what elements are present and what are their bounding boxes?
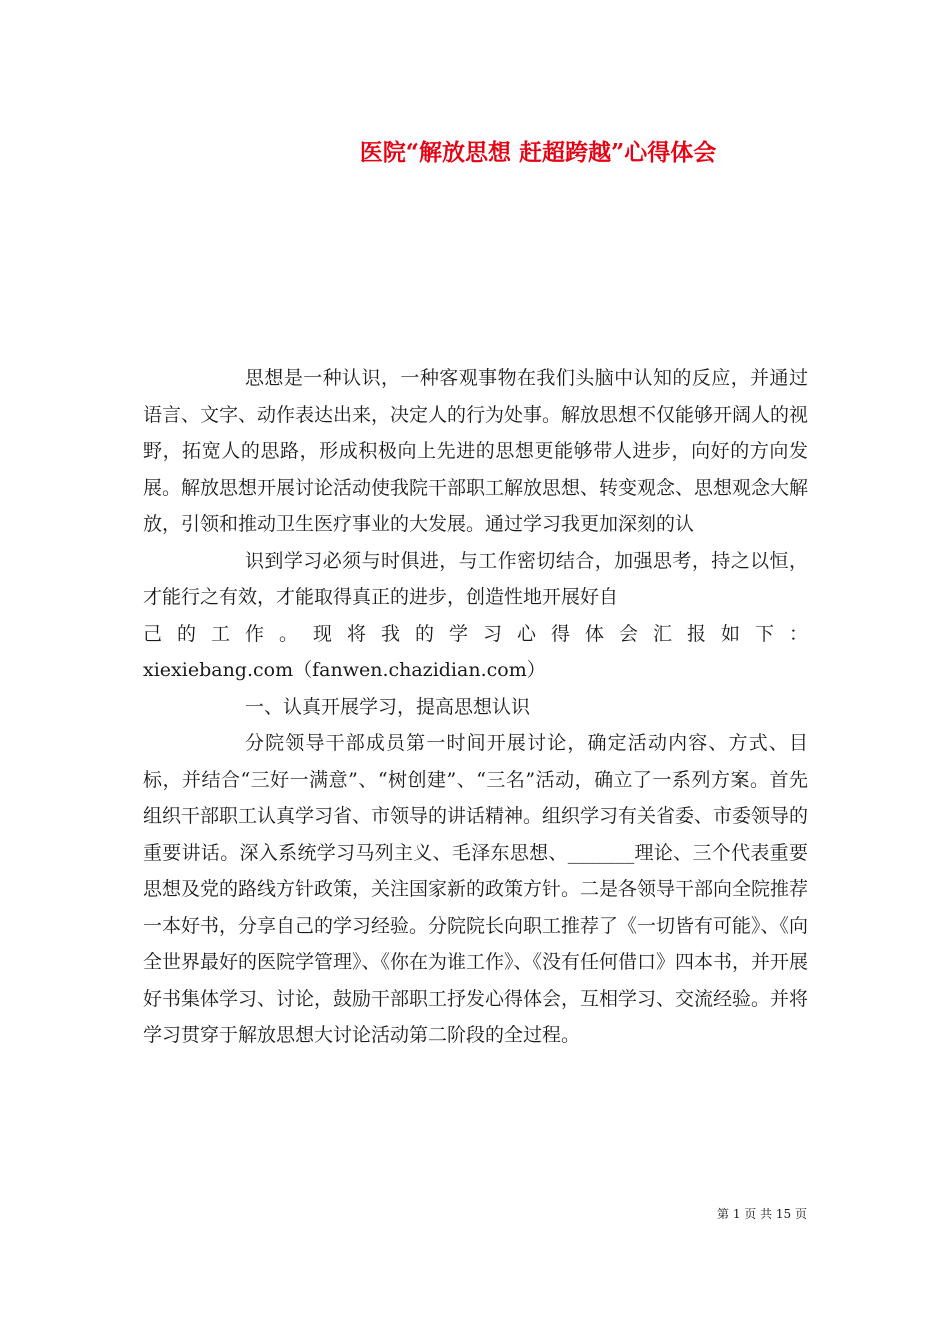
document-title: 医院“解放思想 赶超跨越”心得体会 — [359, 139, 717, 166]
page-number: 第 1 页 共 15 页 — [717, 1207, 807, 1221]
paragraph-2-url: xiexiebang.com（fanwen.chazidian.com） — [143, 659, 546, 681]
paragraph-2-line: 己的工作。现将我的学习心得体会汇报如下： — [143, 622, 808, 645]
section-heading-1: 一、认真开展学习，提高思想认识 — [245, 695, 531, 718]
paragraph-3: 分院领导干部成员第一时间开展讨论，确定活动内容、方式、目标，并结合“三好一满意”、“树创建”、“三名”活动，确立了一系列方案。首先组织干部职工认真学习省、市领导的讲话精神。组织学习有关省委、市委领导的重要讲话。深入系统学习马列主义、毛泽东思想、_______理论、三个代表重要思想及党的路线方针政策，关注国家新的政策方针。二是各领导干部向全院推荐一本好书，分享自己的学习经验。分院院长向职工推荐了《一切皆有可能》、《向全世界最好的医院学管理》、《你在为谁工作》、《没有任何借口》四本书，并开展好书集体学习、讨论，鼓励干部职工抒发心得体会，互相学习、交流经验。并将学习贯穿于解放思想大讨论活动第二阶段的全过程。 — [143, 732, 809, 1046]
paragraph-1: 思想是一种认识，一种客观事物在我们头脑中认知的反应，并通过语言、文字、动作表达出来，决定人的行为处事。解放思想不仅能够开阔人的视野，拓宽人的思路，形成积极向上先进的思想更能够带人进步，向好的方向发展。解放思想开展讨论活动使我院干部职工解放思想、转变观念、思想观念大解放，引领和推动卫生医疗事业的大发展。通过学习我更加深刻的认 — [143, 367, 809, 535]
paragraph-2: 识到学习必须与时俱进，与工作密切结合，加强思考，持之以恒，才能行之有效，才能取得真正的进步，创造性地开展好自 — [143, 549, 808, 608]
document-body — [143, 360, 808, 1054]
